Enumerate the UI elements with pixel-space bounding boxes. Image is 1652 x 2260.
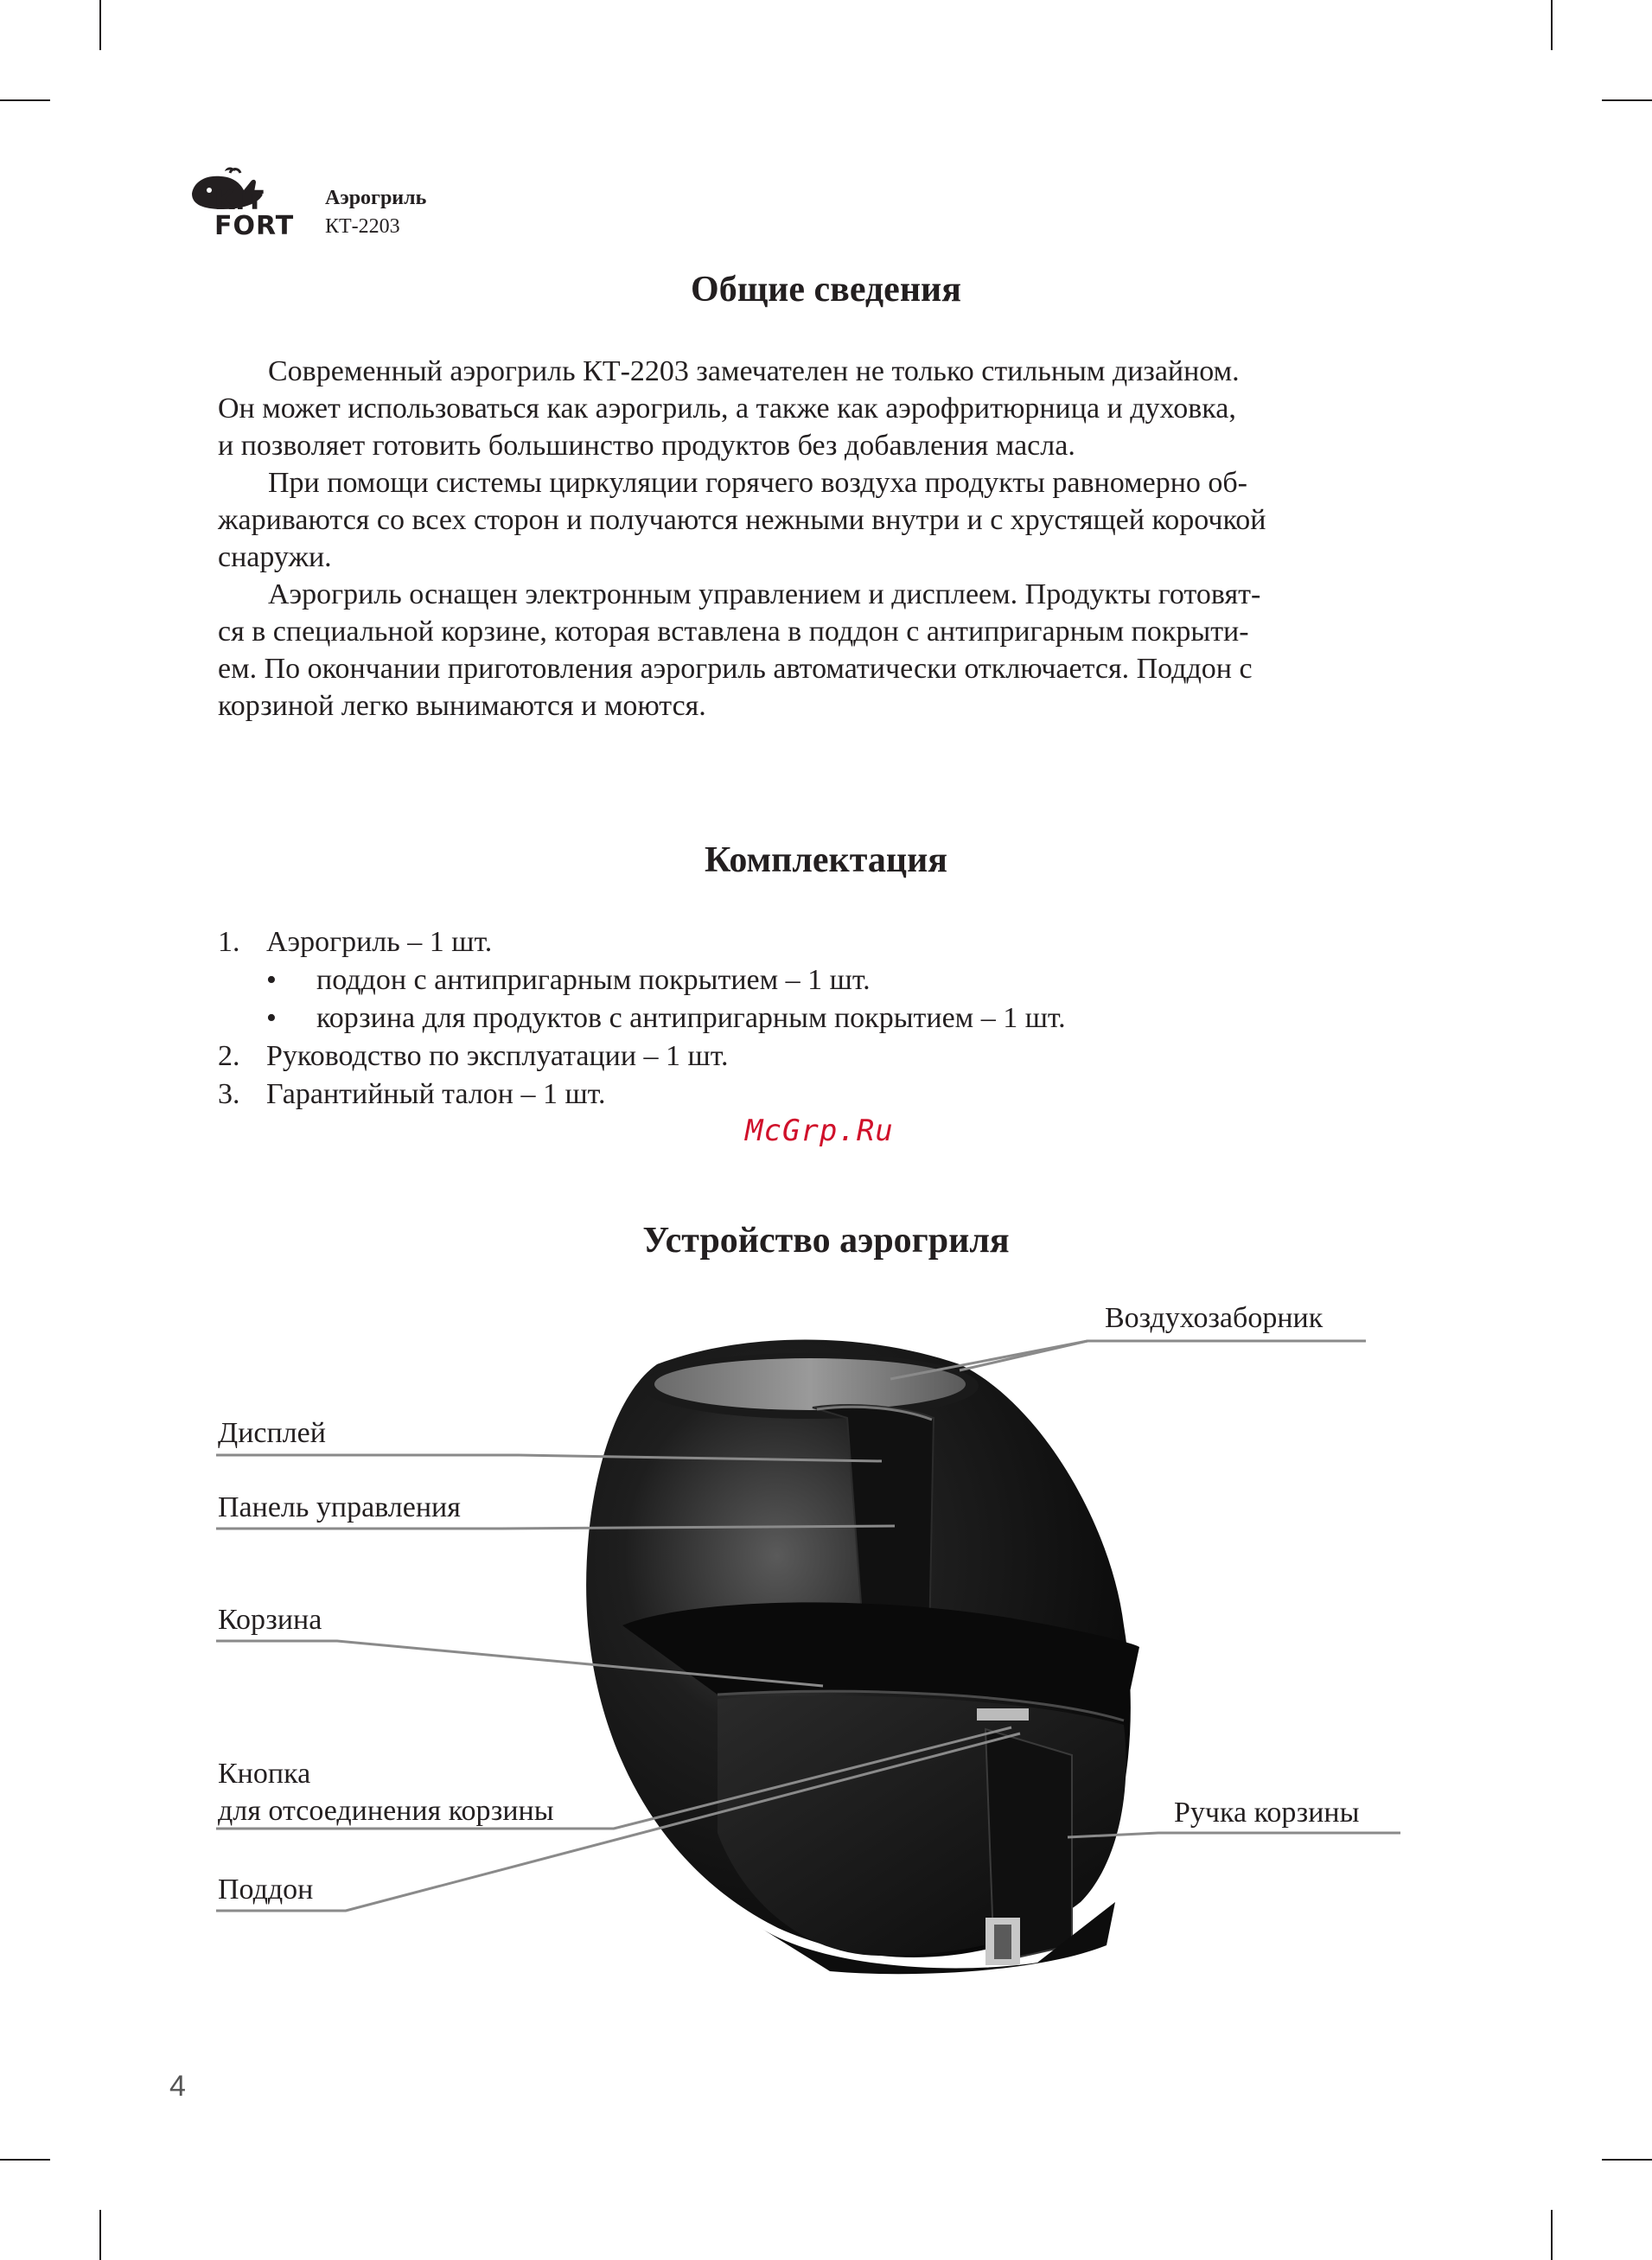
paragraph-line: корзиной легко вынимаются и моются. <box>218 690 706 722</box>
leader-air-intake <box>960 1341 1366 1370</box>
crop-mark <box>1602 99 1652 101</box>
list-number: 2. <box>218 1040 240 1072</box>
crop-mark <box>1602 2159 1652 2161</box>
watermark-link[interactable]: McGrp.Ru <box>745 1114 894 1148</box>
label-release-button-line1: Кнопка <box>218 1758 311 1790</box>
crop-mark <box>99 2210 101 2260</box>
section-heading-contents: Комплектация <box>704 840 948 880</box>
label-tray: Поддон <box>218 1874 314 1906</box>
section-heading-device: Устройство аэрогриля <box>642 1221 1010 1261</box>
list-item-text: корзина для продуктов с антипригарным покрытием – 1 шт. <box>316 1002 1066 1034</box>
label-control-panel: Панель управления <box>218 1491 461 1523</box>
paragraph-line: При помощи системы циркуляции горячего воздуха продукты равномерно об- <box>268 467 1248 499</box>
release-button <box>977 1708 1029 1721</box>
list-item-text: Гарантийный талон – 1 шт. <box>266 1078 606 1110</box>
paragraph-line: ем. По окончании приготовления аэрогриль автоматически отключается. Поддон с <box>218 653 1253 685</box>
brand-logo-line2: FORT <box>214 211 295 241</box>
crop-mark <box>1551 0 1553 50</box>
paragraph-line: жариваются со всех сторон и получаются нежными внутри и с хрустящей корочкой <box>218 504 1266 536</box>
label-display: Дисплей <box>218 1417 326 1449</box>
header-product-title: Аэрогриль <box>325 187 427 209</box>
list-number: 1. <box>218 926 240 958</box>
paragraph-line: и позволяет готовить большинство продуктов без добавления масла. <box>218 430 1075 462</box>
paragraph-general-3 <box>218 576 1454 725</box>
paragraph-line: снаружи. <box>218 541 332 573</box>
header-model: КТ-2203 <box>325 215 400 238</box>
label-air-intake: Воздухозаборник <box>1105 1302 1324 1334</box>
list-item-text: Руководство по эксплуатации – 1 шт. <box>266 1040 729 1072</box>
air-intake-lid <box>654 1358 966 1410</box>
bullet-icon: • <box>266 1002 277 1034</box>
crop-mark <box>1551 2210 1553 2260</box>
section-heading-general: Общие сведения <box>691 270 961 310</box>
paragraph-line: Современный аэрогриль КТ-2203 замечателен не только стильным дизайном. <box>268 355 1240 387</box>
page-number: 4 <box>169 2070 186 2103</box>
bullet-icon: • <box>266 964 277 996</box>
paragraph-general-1 <box>218 353 1454 464</box>
paragraph-line: Он может использоваться как аэрогриль, а также как аэрофритюрница и духовка, <box>218 393 1236 425</box>
paragraph-line: Аэрогриль оснащен электронным управлением и дисплеем. Продукты готовят- <box>268 578 1261 610</box>
list-number: 3. <box>218 1078 240 1110</box>
crop-mark <box>99 0 101 50</box>
label-basket-handle: Ручка корзины <box>1174 1797 1360 1829</box>
label-release-button <box>218 1755 554 1829</box>
leader-basket-handle <box>1068 1833 1400 1837</box>
list-item-text: Аэрогриль – 1 шт. <box>266 926 493 958</box>
paragraph-general-2 <box>218 464 1454 576</box>
label-release-button-line2: для отсоединения корзины <box>218 1795 554 1827</box>
crop-mark <box>0 2159 50 2161</box>
list-item-text: поддон с антипригарным покрытием – 1 шт. <box>316 964 871 996</box>
crop-mark <box>0 99 50 101</box>
brand-logo-line1: KIT <box>214 186 265 216</box>
label-basket: Корзина <box>218 1604 322 1636</box>
paragraph-line: ся в специальной корзине, которая вставлена в поддон с антипригарным покрыти- <box>218 616 1249 648</box>
